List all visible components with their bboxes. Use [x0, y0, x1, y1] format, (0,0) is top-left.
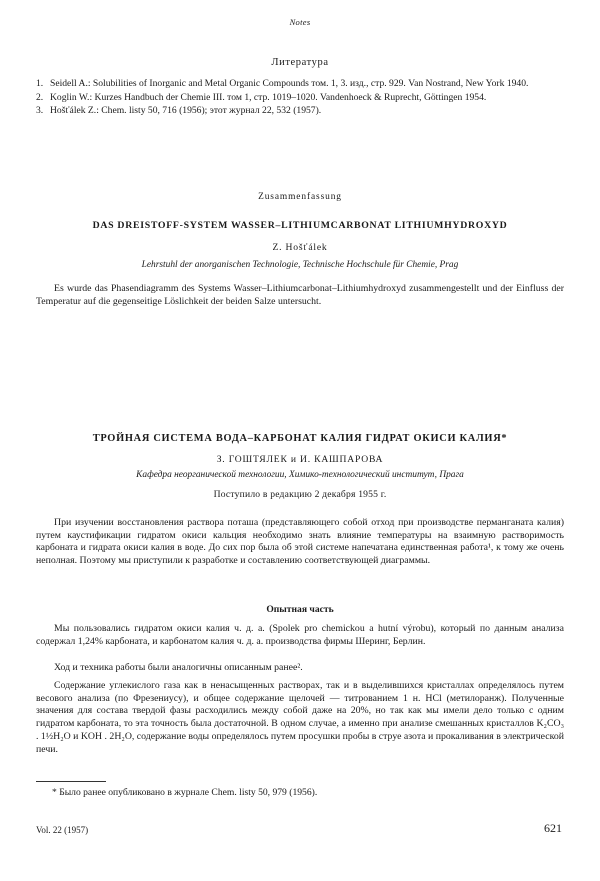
footnote-rule	[36, 781, 106, 782]
reference-item	[36, 92, 564, 105]
volume-info: Vol. 22 (1957)	[36, 825, 89, 835]
reference-number: 2.	[36, 91, 44, 103]
reference-number: 1.	[36, 78, 44, 89]
running-head: Notes	[289, 17, 311, 27]
article-title: ТРОЙНАЯ СИСТЕМА ВОДА–КАРБОНАТ КАЛИЯ ГИДРАТ ОКИСИ КАЛИЯ*	[92, 433, 508, 444]
reference-number: 3.	[36, 105, 44, 117]
reference-text: Koglin W.: Kurzes Handbuch der Chemie III. том 1, стр. 1019–1020. Vandenhoeck & Ruprecht, Göttingen 1954.	[50, 91, 487, 103]
received-date: Поступило в редакцию 2 декабря 1955 г.	[213, 489, 387, 500]
reference-item	[36, 78, 564, 91]
section-title: Опытная часть	[266, 604, 334, 615]
analysis-paragraph: Содержание углекислого газа как в ненасыщенных растворах, так и в выделившихся кристаллах определялось путем весового анализа (по Фрезениусу), и общее содержание щелочей — титрованием 1 н. HCl (метилоранж). Полученные значения для состава твердой фазы расходились между собой даже на 20%, но так как мы имели дело только с одним гидратом карбоната, то эта точность была достаточной. В одном случае, а именно при анализе смешанных кристаллов K₂CO₃ . 1½H₂O и KOH . 2H₂O, содержание воды определялось путем просушки пробы в струе азота и прокаливания в электрической печи.	[36, 680, 564, 755]
footnote: * Было ранее опубликовано в журнале Chem. listy 50, 979 (1956).	[52, 787, 318, 798]
article-authors: З. ГОШТЯЛЕК и И. КАШПАРОВА	[216, 454, 384, 465]
summary-label: Zusammenfassung	[258, 192, 342, 202]
intro-paragraph: При изучении восстановления раствора поташа (представляющего собой отход при производстве перманганата калия) путем каустификации гидратом окиси кальция необходимо знать влияние температуры на взаимную растворимость карбоната и гидрата окиси калия в воде. До сих пор была об этой системе напечатана единственная работа¹, к тому же очень неполная. Поэтому мы приступили к разработке и составлению соответствующей диаграммы.	[36, 517, 564, 567]
summary-affiliation: Lehrstuhl der anorganischen Technologie, Technische Hochschule für Chemie, Prag	[141, 260, 459, 270]
summary-author: Z. Hošťálek	[272, 242, 328, 253]
article-affiliation: Кафедра неорганической технологии, Химико-технологический институт, Прага	[136, 470, 464, 480]
summary-title: DAS DREISTOFF-SYSTEM WASSER–LITHIUMCARBONAT LITHIUMHYDROXYD	[92, 220, 508, 231]
reference-text: Hošťálek Z.: Chem. listy 50, 716 (1956); этот журнал 22, 532 (1957).	[50, 105, 322, 117]
summary-text: Es wurde das Phasendiagramm des Systems Wasser–Lithiumcarbonat–Lithiumhydroxyd zusammengestellt und der Einfluss der Temperatur auf die gegenseitige Löslichkeit der beiden Salze untersucht.	[36, 283, 564, 307]
literature-title: Литература	[271, 57, 329, 68]
method-paragraph: Ход и техника работы были аналогичны описанным ранее².	[54, 662, 303, 673]
reference-item	[36, 105, 564, 118]
reference-list	[36, 78, 564, 119]
reference-text: Seidell A.: Solubilities of Inorganic and Metal Organic Compounds том. 1, 3. изд., стр. 929. Van Nostrand, New York 1940.	[50, 78, 529, 89]
page-number: 621	[544, 821, 562, 835]
materials-paragraph: Мы пользовались гидратом окиси калия ч. д. а. (Spolek pro chemickou a hutní výrobu), который по данным анализа содержал 1,24% карбоната, и карбонатом калия ч. д. а. производства фирмы Шеринг, Берлин.	[36, 623, 564, 647]
